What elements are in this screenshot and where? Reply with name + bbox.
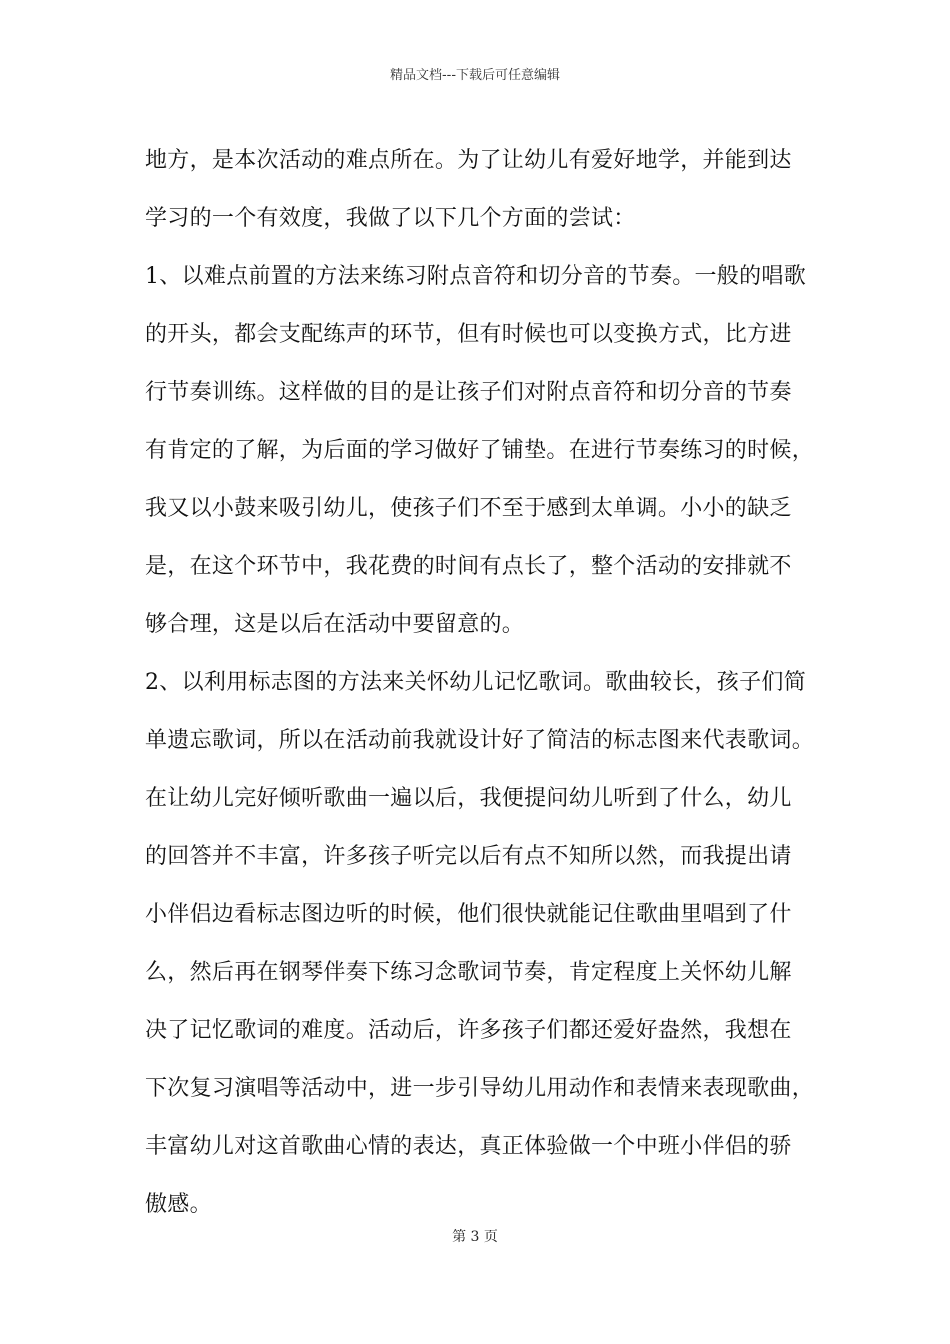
text-line: 学习的一个有效度，我做了以下几个方面的尝试： [145, 206, 636, 231]
text-line: 单遗忘歌词，所以在活动前我就设计好了简洁的标志图来代表歌词。 [145, 728, 815, 753]
text-line: 么，然后再在钢琴伴奏下练习念歌词节奏，肯定程度上关怀幼儿解 [145, 960, 792, 985]
text-line: 下次复习演唱等活动中，进一步引导幼儿用动作和表情来表现歌曲， [145, 1076, 815, 1101]
text-line: 的回答并不丰富，许多孩子听完以后有点不知所以然，而我提出请 [145, 844, 792, 869]
text-line: 决了记忆歌词的难度。活动后，许多孩子们都还爱好盎然，我想在 [145, 1018, 792, 1043]
text-line: 是，在这个环节中，我花费的时间有点长了，整个活动的安排就不 [145, 554, 792, 579]
text-line: 有肯定的了解，为后面的学习做好了铺垫。在进行节奏练习的时候， [145, 438, 815, 463]
text-line: 的开头，都会支配练声的环节，但有时候也可以变换方式，比方进 [145, 322, 792, 347]
text-line: 丰富幼儿对这首歌曲心情的表达，真正体验做一个中班小伴侣的骄 [145, 1134, 792, 1159]
text-line: 够合理，这是以后在活动中要留意的。 [145, 612, 525, 637]
page-number: 第 3 页 [452, 1229, 498, 1245]
text-line: 我又以小鼓来吸引幼儿，使孩子们不至于感到太单调。小小的缺乏 [145, 496, 792, 521]
page-header: 精品文档---下载后可任意编辑 [389, 68, 561, 83]
text-line: 傲感。 [145, 1192, 212, 1217]
text-line: 小伴侣边看标志图边听的时候，他们很快就能记住歌曲里唱到了什 [145, 902, 792, 927]
text-line: 在让幼儿完好倾听歌曲一遍以后，我便提问幼儿听到了什么，幼儿 [145, 786, 792, 811]
text-line: 行节奏训练。这样做的目的是让孩子们对附点音符和切分音的节奏 [145, 380, 792, 405]
document-body [145, 132, 815, 1234]
text-line: 地方，是本次活动的难点所在。为了让幼儿有爱好地学，并能到达 [145, 148, 792, 173]
text-line: 2、以利用标志图的方法来关怀幼儿记忆歌词。歌曲较长，孩子们简 [145, 670, 806, 695]
text-line: 1、以难点前置的方法来练习附点音符和切分音的节奏。一般的唱歌 [145, 264, 806, 289]
